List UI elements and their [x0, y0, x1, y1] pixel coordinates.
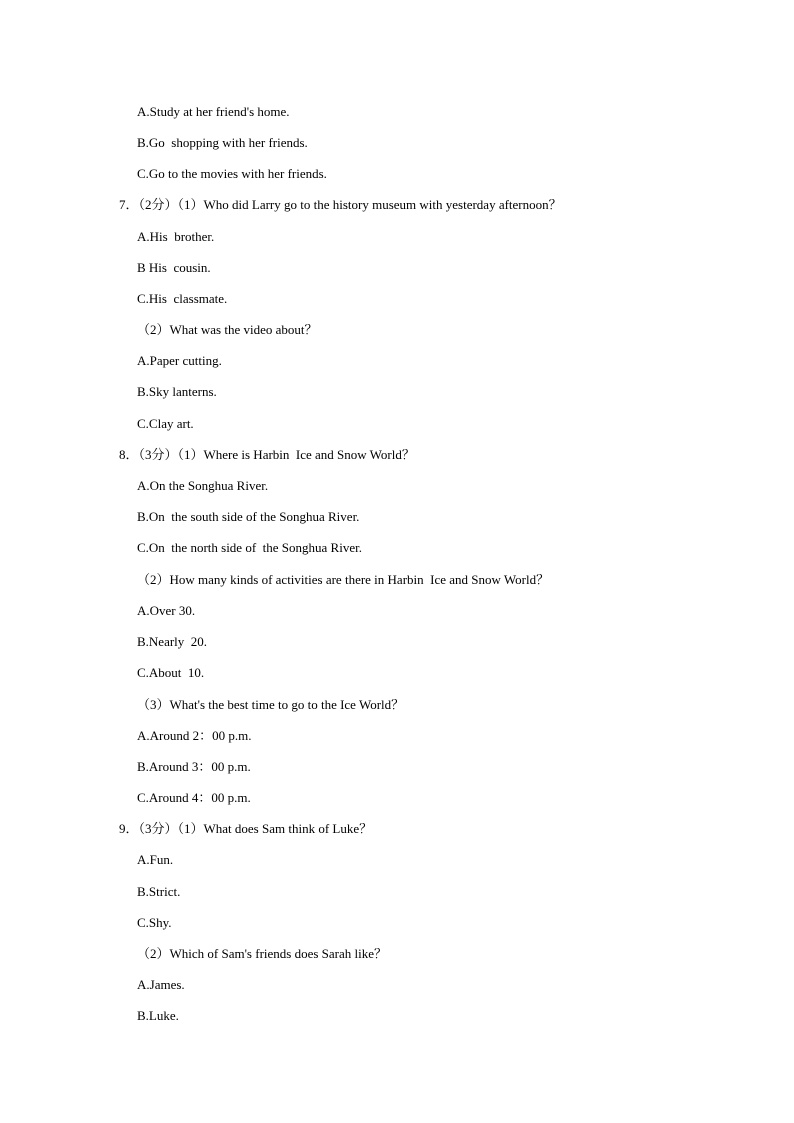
q6-option-a: A.Study at her friend's home. [137, 104, 290, 119]
q7-p2-option-c: C.Clay art. [137, 416, 194, 431]
q6-option-c: C.Go to the movies with her friends. [137, 166, 327, 181]
q8-p1-option-a: A.On the Songhua River. [137, 478, 269, 493]
q9-p2-option-b: B.Luke. [137, 1008, 179, 1023]
q8-p2-question: （2）How many kinds of activities are there in Harbin Ice and Snow World？ [137, 572, 550, 587]
q7-p1-option-a: A.His brother. [137, 229, 215, 244]
q7-p2-option-a: A.Paper cutting. [137, 353, 222, 368]
q7-p1-option-c: C.His classmate. [137, 291, 228, 306]
q8-p1-option-b: B.On the south side of the Songhua River. [137, 509, 360, 524]
q9-p1-option-b: B.Strict. [137, 884, 181, 899]
q9-p2-question: （2）Which of Sam's friends does Sarah like？ [137, 946, 388, 961]
q9-p1-option-c: C.Shy. [137, 915, 172, 930]
q8-header: 8．（3分）（1）Where is Harbin Ice and Snow World？ [119, 447, 415, 462]
q8-p3-option-b: B.Around 3：00 p.m. [137, 759, 251, 774]
q8-p2-option-b: B.Nearly 20. [137, 634, 208, 649]
q9-header: 9．（3分）（1）What does Sam think of Luke？ [119, 821, 373, 836]
q6-option-b: B.Go shopping with her friends. [137, 135, 308, 150]
q9-p2-option-a: A.James. [137, 977, 185, 992]
q8-p1-option-c: C.On the north side of the Songhua River. [137, 540, 362, 555]
q7-header: 7．（2分）（1）Who did Larry go to the history museum with yesterday afternoon？ [119, 197, 562, 212]
q8-p3-question: （3）What's the best time to go to the Ice World？ [137, 697, 405, 712]
q7-p2-question: （2）What was the video about？ [137, 322, 318, 337]
q7-p1-option-b: B His cousin. [137, 260, 211, 275]
q9-p1-option-a: A.Fun. [137, 852, 174, 867]
q8-p3-option-c: C.Around 4：00 p.m. [137, 790, 251, 805]
q8-p2-option-c: C.About 10. [137, 665, 205, 680]
q7-p2-option-b: B.Sky lanterns. [137, 384, 217, 399]
q8-p3-option-a: A.Around 2：00 p.m. [137, 728, 252, 743]
q8-p2-option-a: A.Over 30. [137, 603, 196, 618]
